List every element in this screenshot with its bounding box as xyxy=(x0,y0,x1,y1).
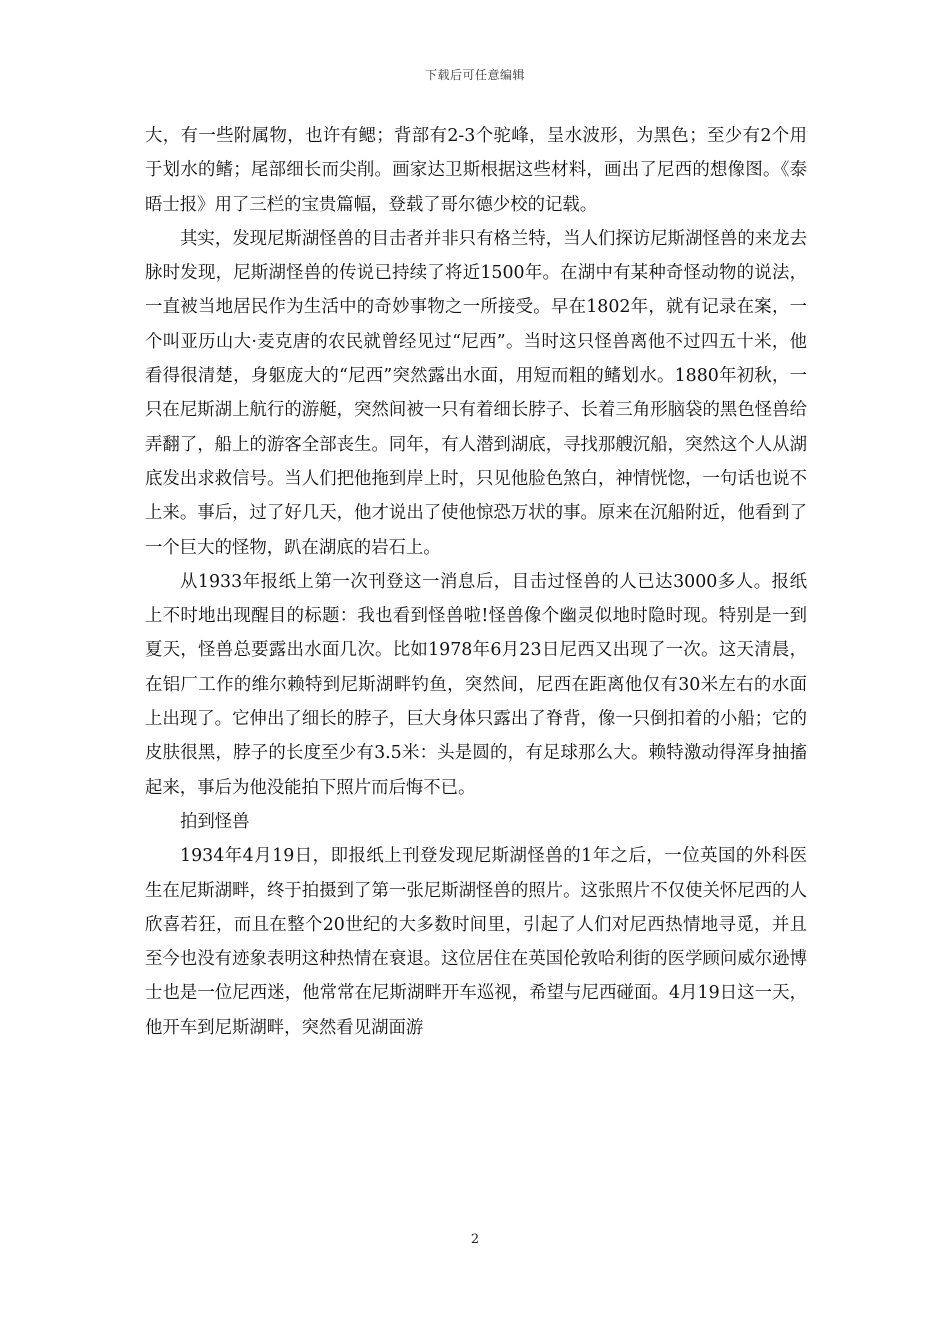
document-body xyxy=(145,119,807,1045)
paragraph-continuation: 大，有一些附属物，也许有鳃；背部有2-3个驼峰，呈水波形，为黑色；至少有2个用于划水的鳍；尾部细长而尖削。画家达卫斯根据这些材料，画出了尼西的想像图。《泰晤士报》用了三栏的宝贵篇幅，登载了哥尔德少校的记载。 xyxy=(145,126,807,215)
page-header: 下载后可任意编辑 xyxy=(424,68,525,82)
page-number: 2 xyxy=(470,1232,480,1247)
paragraph-photo: 1934年4月19日，即报纸上刊登发现尼斯湖怪兽的1年之后，一位英国的外科医生在尼斯湖畔，终于拍摄到了第一张尼斯湖怪兽的照片。这张照片不仅使关怀尼西的人欣喜若狂，而且在整个20世纪的大多数时间里，引起了人们对尼西热情地寻觅，并且至今也没有迹象表明这种热情在衰退。这位居住在英国伦敦哈利街的医学顾问威尔逊博士也是一位尼西迷，他常常在尼斯湖畔开车巡视，希望与尼西碰面。4月19日这一天，他开车到尼斯湖畔，突然看见湖面游 xyxy=(145,846,807,1038)
section-heading: 拍到怪兽 xyxy=(180,811,250,832)
paragraph-sightings: 从1933年报纸上第一次刊登这一消息后，目击过怪兽的人已达3000多人。报纸上不时地出现醒目的标题：我也看到怪兽啦!怪兽像个幽灵似地时隐时现。特别是一到夏天，怪兽总要露出水面几次。比如1978年6月23日尼西又出现了一次。这天清晨，在铝厂工作的维尔赖特到尼斯湖畔钓鱼，突然间，尼西在距离他仅有30米左右的水面上出现了。它伸出了细长的脖子，巨大身体只露出了脊背，像一只倒扣着的小船；它的皮肤很黑，脖子的长度至少有3.5米：头是圆的，有足球那么大。赖特激动得浑身抽搐起来，事后为他没能拍下照片而后悔不已。 xyxy=(145,571,807,798)
paragraph-history: 其实，发现尼斯湖怪兽的目击者并非只有格兰特，当人们探访尼斯湖怪兽的来龙去脉时发现，尼斯湖怪兽的传说已持续了将近1500年。在湖中有某种奇怪动物的说法，一直被当地居民作为生活中的奇妙事物之一所接受。早在1802年，就有记录在案，一个叫亚历山大·麦克唐的农民就曾经见过“尼西”。当时这只怪兽离他不过四五十米，他看得很清楚，身躯庞大的“尼西”突然露出水面，用短而粗的鳍划水。1880年初秋，一只在尼斯湖上航行的游艇，突然间被一只有着细长脖子、长着三角形脑袋的黑色怪兽给弄翻了，船上的游客全部丧生。同年，有人潜到湖底，寻找那艘沉船，突然这个人从湖底发出求救信号。当人们把他拖到岸上时，只见他脸色煞白，神情恍惚，一句话也说不上来。事后，过了好几天，他才说出了使他惊恐万状的事。原来在沉船附近，他看到了一个巨大的怪物，趴在湖底的岩石上。 xyxy=(145,228,807,558)
